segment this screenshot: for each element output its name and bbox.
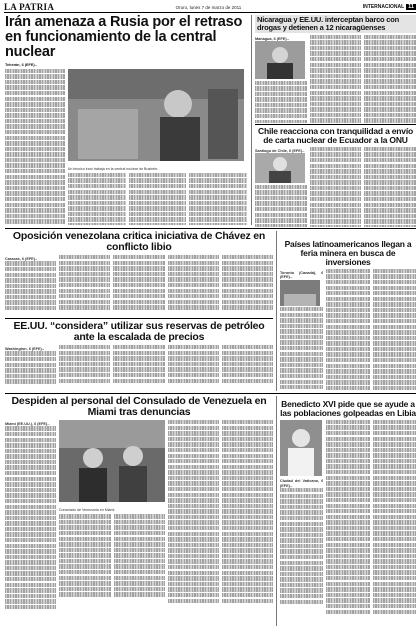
article-headline: Oposición venezolana critica iniciativa de Chávez en conflicto libio [12,231,266,254]
text-column [310,35,362,123]
article-body [255,147,416,227]
text-column [68,173,126,225]
text-column [168,255,219,312]
newspaper-logo: LA PATRIA [4,2,55,12]
article-headline: Irán amenaza a Rusia por el retraso en funcionamiento de la central nuclear [5,15,243,61]
text-column [373,269,416,390]
text-column [255,147,307,227]
text-column [113,345,164,385]
text-column [189,173,247,225]
text-column [59,514,111,598]
photo-area [59,420,166,610]
article-headline: Países latinoamericanos llegan a feria minera en busca de inversiones [284,240,412,267]
article-body [5,69,247,225]
text-column [310,147,362,227]
text-column [326,420,369,615]
photo-caption: Consulado de Venezuela en Miami. [58,508,116,513]
page-number: 11 [408,4,414,10]
article-us-oil-reserves [5,321,273,391]
article-headline: Benedicto XVI pide que se ayude a las poblaciones golpeadas en Libia [280,400,416,418]
article-iran [5,15,247,225]
photo-mining [280,280,320,306]
photo-consulate [59,420,165,502]
article-body [280,269,416,390]
article-body [5,345,273,385]
article-venezuela-opposition [5,231,273,317]
masthead [4,2,416,13]
article-body [5,420,273,610]
photo-ortega-portrait [255,41,305,79]
article-headline: Chile reacciona con tranquilidad a envío de carta nuclear de Ecuador a la ONU [258,127,413,145]
text-column [168,345,219,385]
text-column [222,255,273,312]
section-label: INTERNACIONAL [362,4,405,10]
article-headline: Nicaragua y EE.UU. interceptan barco con drogas y detienen a 12 nicaragüenses [255,15,416,33]
text-column [59,345,110,385]
text-column [222,420,273,610]
article-dateline: Managua, 6 (EFE).- [255,36,289,41]
article-chile [255,127,416,227]
article-body-lower [59,514,166,598]
article-dateline: Washington, 6 (EFE).- [5,347,45,352]
text-column [373,420,416,615]
article-nicaragua [255,15,416,123]
photo-pope [280,420,322,476]
text-column [59,255,110,312]
article-body [255,35,416,123]
text-column [222,345,273,385]
text-column [129,173,187,225]
text-column [168,420,219,610]
article-headline: EE.UU. “considera” utilizar sus reservas de petróleo ante la escalada de precios [13,321,265,344]
photo-caption: Un técnico iraní trabaja en la central nuclear de Bushehr. [67,166,159,171]
text-column [5,420,56,610]
article-body-lower [68,173,247,225]
article-body [280,420,416,615]
issue-date: Oruro, lunes 7 de marzo de 2011 [175,4,242,10]
text-column [113,255,164,312]
article-pope-libya [280,400,416,628]
photo-chile-official [255,153,305,183]
text-column [326,269,369,390]
article-consulate-miami [5,396,273,628]
text-column [255,35,307,123]
article-mining-fair [280,240,416,390]
text-column [5,345,56,385]
article-dateline: Santiago de Chile, 6 (EFE).- [255,148,305,153]
photo-iran-technician [68,69,244,161]
text-column [364,35,416,123]
article-body [5,255,273,312]
article-dateline: Ciudad del Vaticano, 6 (EFE).- [280,479,324,488]
text-column [364,147,416,227]
text-column [114,514,166,598]
article-dateline: Toronto (Canadá), 6 (EFE).- [280,270,324,280]
text-column [5,255,56,312]
article-dateline: Teherán, 6 (EFE).- [5,62,37,67]
section-header [363,4,416,10]
article-dateline: Miami (EE.UU.), 6 (EFE).- [5,422,50,427]
text-column [5,69,65,225]
text-column [280,420,323,615]
text-column [280,269,323,390]
article-headline: Despiden al personal del Consulado de Venezuela en Miami tras denuncias [11,396,267,419]
article-dateline: Caracas, 6 (EFE).- [5,257,38,262]
photo-area [68,69,247,225]
